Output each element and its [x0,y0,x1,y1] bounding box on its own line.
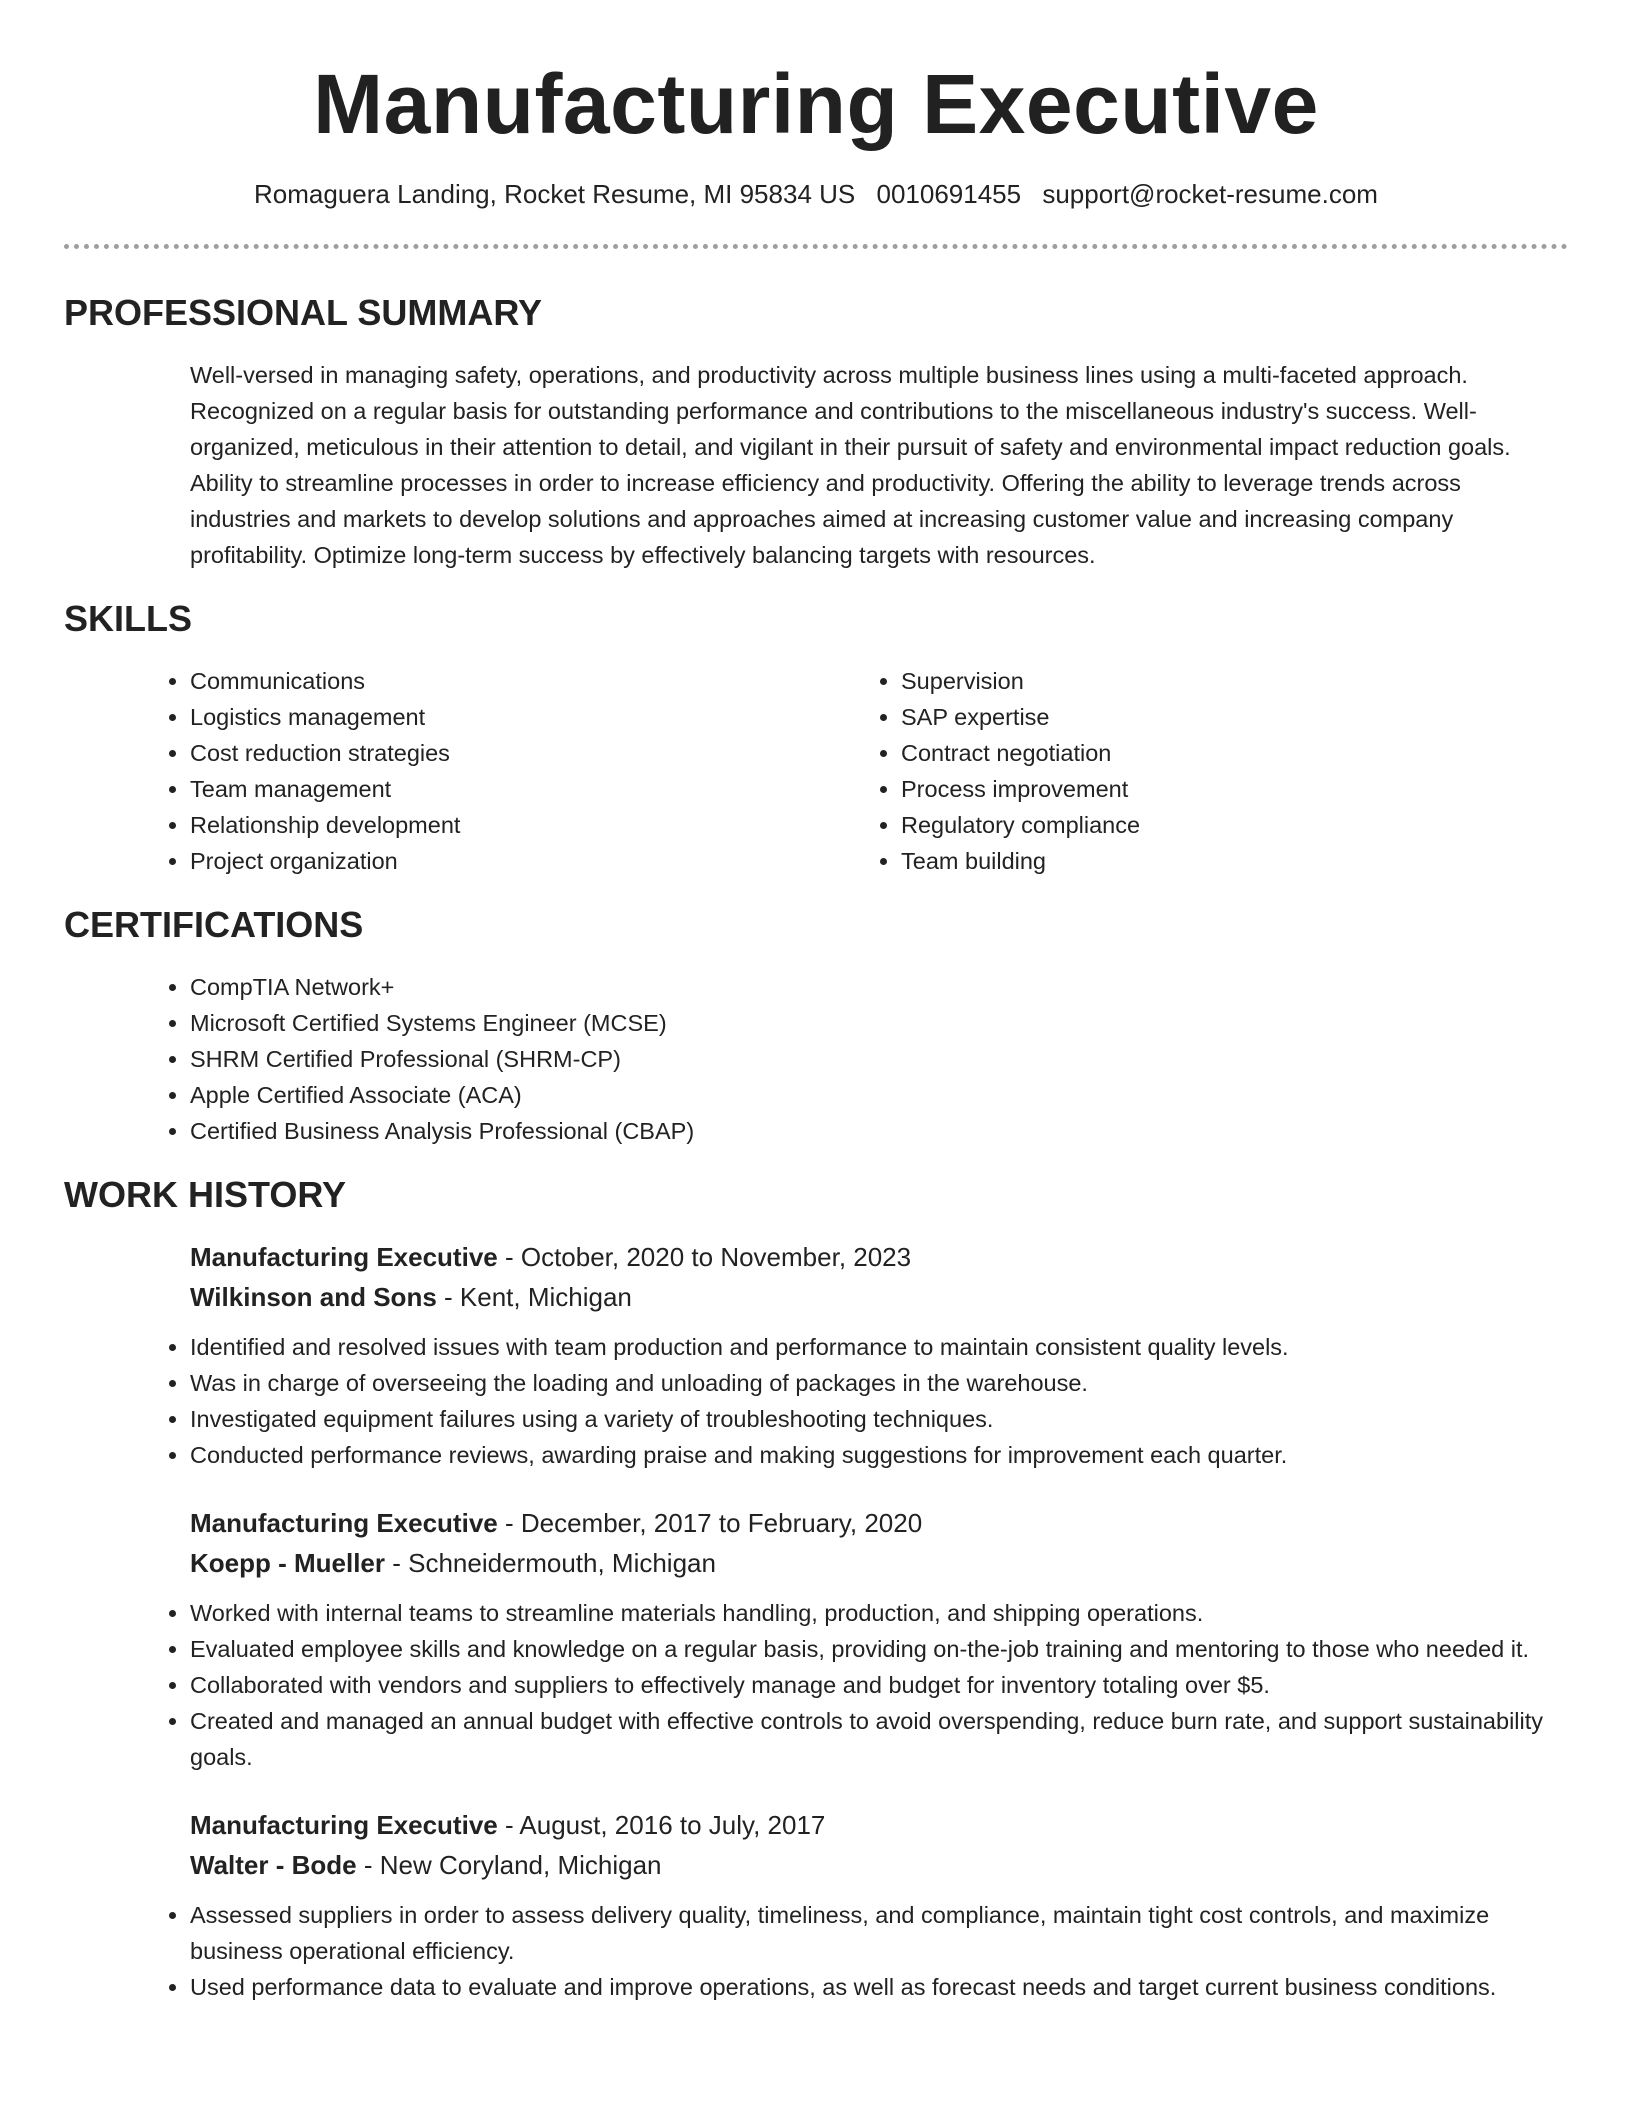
list-item: • Investigated equipment failures using a variety of troubleshooting techniques. [190,1401,1568,1437]
job-dates: - October, 2020 to November, 2023 [504,1242,912,1272]
resume-name: Manufacturing Executive [313,57,1319,151]
list-item: • Cost reduction strategies [190,735,857,771]
job-company-line [190,1277,1568,1317]
list-item: • Evaluated employee skills and knowledge on a regular basis, providing on-the-job training and mentoring to those who needed it. [190,1631,1568,1667]
list-item: • Assessed suppliers in order to assess delivery quality, timeliness, and compliance, maintain tight cost controls, and maximize business operational efficiency. [190,1897,1568,1969]
job-title: Manufacturing Executive [190,1508,498,1538]
job-company: Walter - Bode [190,1850,357,1880]
list-item: • CompTIA Network+ [190,969,1568,1005]
job-location: - Schneidermouth, Michigan [392,1548,716,1578]
job-entry [190,1503,1568,1775]
list-item: • Supervision [901,663,1568,699]
list-item: • Team management [190,771,857,807]
list-item: • Contract negotiation [901,735,1568,771]
list-item: • Was in charge of overseeing the loading and unloading of packages in the warehouse. [190,1365,1568,1401]
list-item: • Communications [190,663,857,699]
job-entry [190,1805,1568,2005]
list-item: • Process improvement [901,771,1568,807]
job-title-line [190,1237,1568,1277]
list-item: • SAP expertise [901,699,1568,735]
summary-heading: PROFESSIONAL SUMMARY [64,292,543,333]
list-item: • Created and managed an annual budget with effective controls to avoid overspending, reduce burn rate, and support sustainability goals. [190,1703,1568,1775]
job-title: Manufacturing Executive [190,1242,498,1272]
list-item: • Apple Certified Associate (ACA) [190,1077,1568,1113]
job-location: - Kent, Michigan [444,1282,632,1312]
skills-list-right [857,663,1568,879]
job-title-line [190,1503,1568,1543]
list-item: • Project organization [190,843,857,879]
list-item: • Collaborated with vendors and suppliers to effectively manage and budget for inventory totaling over $5. [190,1667,1568,1703]
certifications-heading: CERTIFICATIONS [64,904,364,945]
work-heading: WORK HISTORY [64,1174,347,1215]
job-dates: - December, 2017 to February, 2020 [504,1508,923,1538]
list-item: • Certified Business Analysis Professional (CBAP) [190,1113,1568,1149]
job-company: Wilkinson and Sons [190,1282,437,1312]
job-title: Manufacturing Executive [190,1810,498,1840]
list-item: • Logistics management [190,699,857,735]
summary-section [0,291,1632,573]
job-dates: - August, 2016 to July, 2017 [504,1810,826,1840]
skills-list-left [146,663,857,879]
list-item: • Identified and resolved issues with team production and performance to maintain consistent quality levels. [190,1329,1568,1365]
job-company-line [190,1845,1568,1885]
contact-phone: 0010691455 [876,179,1022,209]
list-item: • Worked with internal teams to streamline materials handling, production, and shipping operations. [190,1595,1568,1631]
list-item: • Conducted performance reviews, awarding praise and making suggestions for improvement each quarter. [190,1437,1568,1473]
job-bullets [146,1897,1568,2005]
job-company-line [190,1543,1568,1583]
job-location: - New Coryland, Michigan [363,1850,662,1880]
certifications-list [146,969,1568,1149]
contact-email: support@rocket-resume.com [1042,179,1378,209]
list-item: • Microsoft Certified Systems Engineer (MCSE) [190,1005,1568,1041]
job-bullets [146,1329,1568,1473]
list-item: • Used performance data to evaluate and improve operations, as well as forecast needs and target current business conditions. [190,1969,1568,2005]
skills-heading: SKILLS [64,598,193,639]
header-divider [64,244,1568,249]
list-item: • SHRM Certified Professional (SHRM-CP) [190,1041,1568,1077]
job-title-line [190,1805,1568,1845]
job-bullets [146,1595,1568,1775]
list-item: • Team building [901,843,1568,879]
list-item: • Relationship development [190,807,857,843]
contact-line [0,178,1632,210]
job-entry [190,1237,1568,1473]
summary-text: Well-versed in managing safety, operations, and productivity across multiple business lines using a multi-faceted approach. Recognized on a regular basis for outstanding performance and contributions to the miscellaneous industry's success. Well-organized, meticulous in their attention to detail, and vigilant in their pursuit of safety and environmental impact reduction goals. Ability to streamline processes in order to increase efficiency and productivity. Offering the ability to leverage trends across industries and markets to develop solutions and approaches aimed at increasing customer value and increasing company profitability. Optimize long-term success by effectively balancing targets with resources. [190,362,1511,568]
work-section [0,1173,1632,2005]
job-company: Koepp - Mueller [190,1548,386,1578]
certifications-section [0,903,1632,1149]
contact-address: Romaguera Landing, Rocket Resume, MI 95834 US [254,179,856,209]
skills-section [0,597,1632,879]
list-item: • Regulatory compliance [901,807,1568,843]
